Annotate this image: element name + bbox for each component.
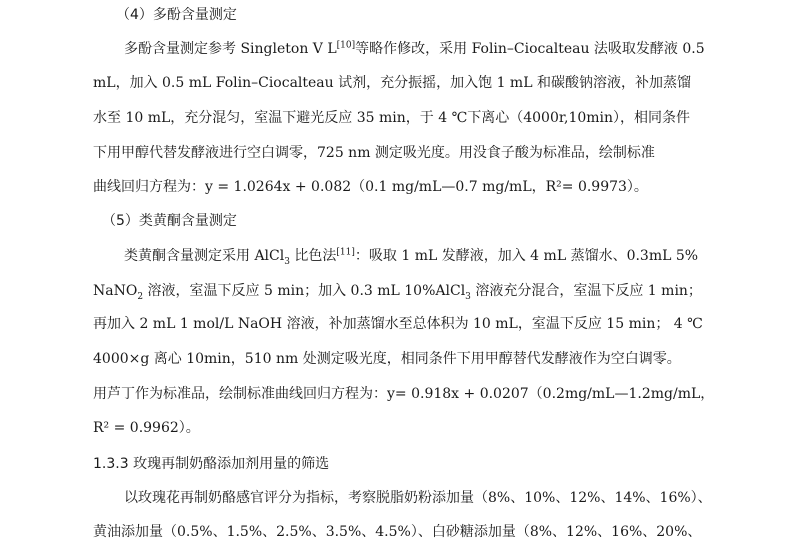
section-4-line-1: 多酚含量测定参考 Singleton V L[10]等略作修改，采用 Folin–Ciocalteau 法吸取发酵液 0.5 [124,40,705,57]
section-5-line-4: 4000×g 离心 10min，510 nm 处测定吸光度，相同条件下用甲醇替代发酵液作为空白调零。 [93,351,681,367]
section-5-line-5: 用芦丁作为标准品，绘制标准曲线回归方程为：y= 0.918x + 0.0207（0.2mg/mL—1.2mg/mL， [93,386,715,402]
citation-ref-11: [11] [336,247,355,258]
section-5-heading: （5）类黄酮含量测定 [102,213,237,229]
section-5-line-1: 类黄酮含量测定采用 AlCl$_3$ 比色法[11]：吸取 1 mL 发酵液，加入 4 mL 蒸馏水、0.3mL 5% [124,247,699,267]
section-1-3-3-heading: 1.3.3 玫瑰再制奶酪添加剂用量的筛选 [93,456,330,472]
section-4-line-4: 下用甲醇代替发酵液进行空白调零，725 nm 测定吸光度。用没食子酸为标准品，绘制标准 [93,145,655,161]
section-4-line-5: 曲线回归方程为：y = 1.0264x + 0.082（0.1 mg/mL—0.7 mg/mL，R²= 0.9973）。 [93,179,648,195]
section-1-3-3-line-2: 黄油添加量（0.5%、1.5%、2.5%、3.5%、4.5%）、白砂糖添加量（8%、12%、16%、20%、 [93,524,702,540]
section-5-line-3: 再加入 2 mL 1 mol/L NaOH 溶液，补加蒸馏水至总体积为 10 mL，室温下反应 15 min； 4 ℃ [93,316,703,332]
citation-ref-10: [10] [336,40,356,51]
section-5-line-6: R² = 0.9962）。 [93,420,200,436]
section-4-line-2: mL，加入 0.5 mL Folin–Ciocalteau 试剂，充分振摇，加入饱 1 mL 和碳酸钠溶液，补加蒸馏 [93,75,691,91]
section-4-line-3: 水至 10 mL，充分混匀，室温下避光反应 35 min，于 4 ℃下离心（4000r,10min），相同条件 [93,110,691,126]
section-4-heading: （4）多酚含量测定 [116,7,237,23]
section-1-3-3-line-1: 以玫瑰花再制奶酪感官评分为指标，考察脱脂奶粉添加量（8%、10%、12%、14%、16%）、 [124,490,712,506]
section-5-line-2: NaNO$_2$ 溶液，室温下反应 5 min；加入 0.3 mL 10%AlCl$_3$ 溶液充分混合，室温下反应 1 min； [93,283,702,302]
